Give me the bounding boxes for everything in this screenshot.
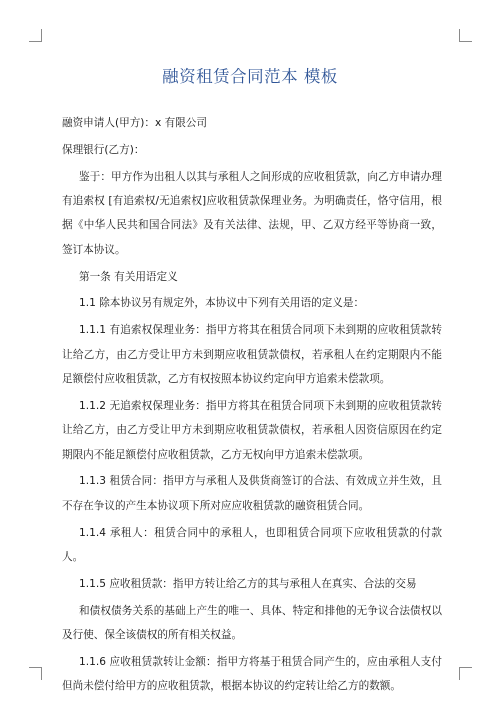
article-heading: 第一条 有关用语定义 [79,270,178,283]
document-body [62,111,442,701]
page-corner-mark-top-right [459,29,472,42]
page-corner-mark-bottom-right [459,667,472,680]
document-title: 融资租赁合同范本 模板 [162,67,338,86]
clause-1-1-2: 1.1.2 无追索权保理业务：指甲方将其在租赁合同项下未到期的应收租赁款转让给乙方，由乙方受让甲方未到期应收租赁款债权，若承租人因资信原因在约定期限内不能足额偿付应收租赁款，乙方无权向甲方追索未偿款项。 [62,399,442,461]
party-a-line: 融资申请人(甲方)：x 有限公司 [62,117,208,129]
clause-1-1-5: 1.1.5 应收租赁款：指甲方转让给乙方的其与承租人在真实、合法的交易 [79,577,417,590]
page-corner-mark-bottom-left [29,667,42,680]
recital-paragraph: 鉴于：甲方作为出租人以其与承租人之间形成的应收租赁款，向乙方申请办理 有追索权 [有追索权/无追索权]应收租赁款保理业务。为明确责任，恪守信用，根据《中华人民共和国合同法》及有关法律、法规，甲、乙双方经平等协商一致，签订本协议。 [62,170,442,256]
clause-1-1-6: 1.1.6 应收租赁款转让金额：指甲方将基于租赁合同产生的，应由承租人支付但尚未偿付给甲方的应收租赁款，根据本协议的约定转让给乙方的数额。 [62,655,442,693]
party-b-line: 保理银行(乙方)： [62,143,145,156]
clause-1-1: 1.1 除本协议另有规定外，本协议中下列有关用语的定义是： [79,297,365,310]
clause-1-1-3: 1.1.3 租赁合同：指甲方与承租人及供货商签订的合法、有效成立并生效，且不存在争议的产生本协议项下所对应应收租赁款的融资租赁合同。 [62,475,442,512]
page-corner-mark-top-left [29,29,42,42]
clause-1-1-4: 1.1.4 承租人：租赁合同中的承租人，也即租赁合同项下应收租赁款的付款人。 [62,526,442,564]
clause-1-1-5-continued: 和债权债务关系的基础上产生的唯一、具体、特定和排他的无争议合法债权以及行使、保全该债权的所有相关权益。 [62,604,442,642]
clause-1-1-1: 1.1.1 有追索权保理业务：指甲方将其在租赁合同项下未到期的应收租赁款转让给乙方，由乙方受让甲方未到期应收租赁款债权，若承租人在约定期限内不能足额偿付应收租赁款，乙方有权按照本协议约定向甲方追索未偿款项。 [62,324,442,386]
